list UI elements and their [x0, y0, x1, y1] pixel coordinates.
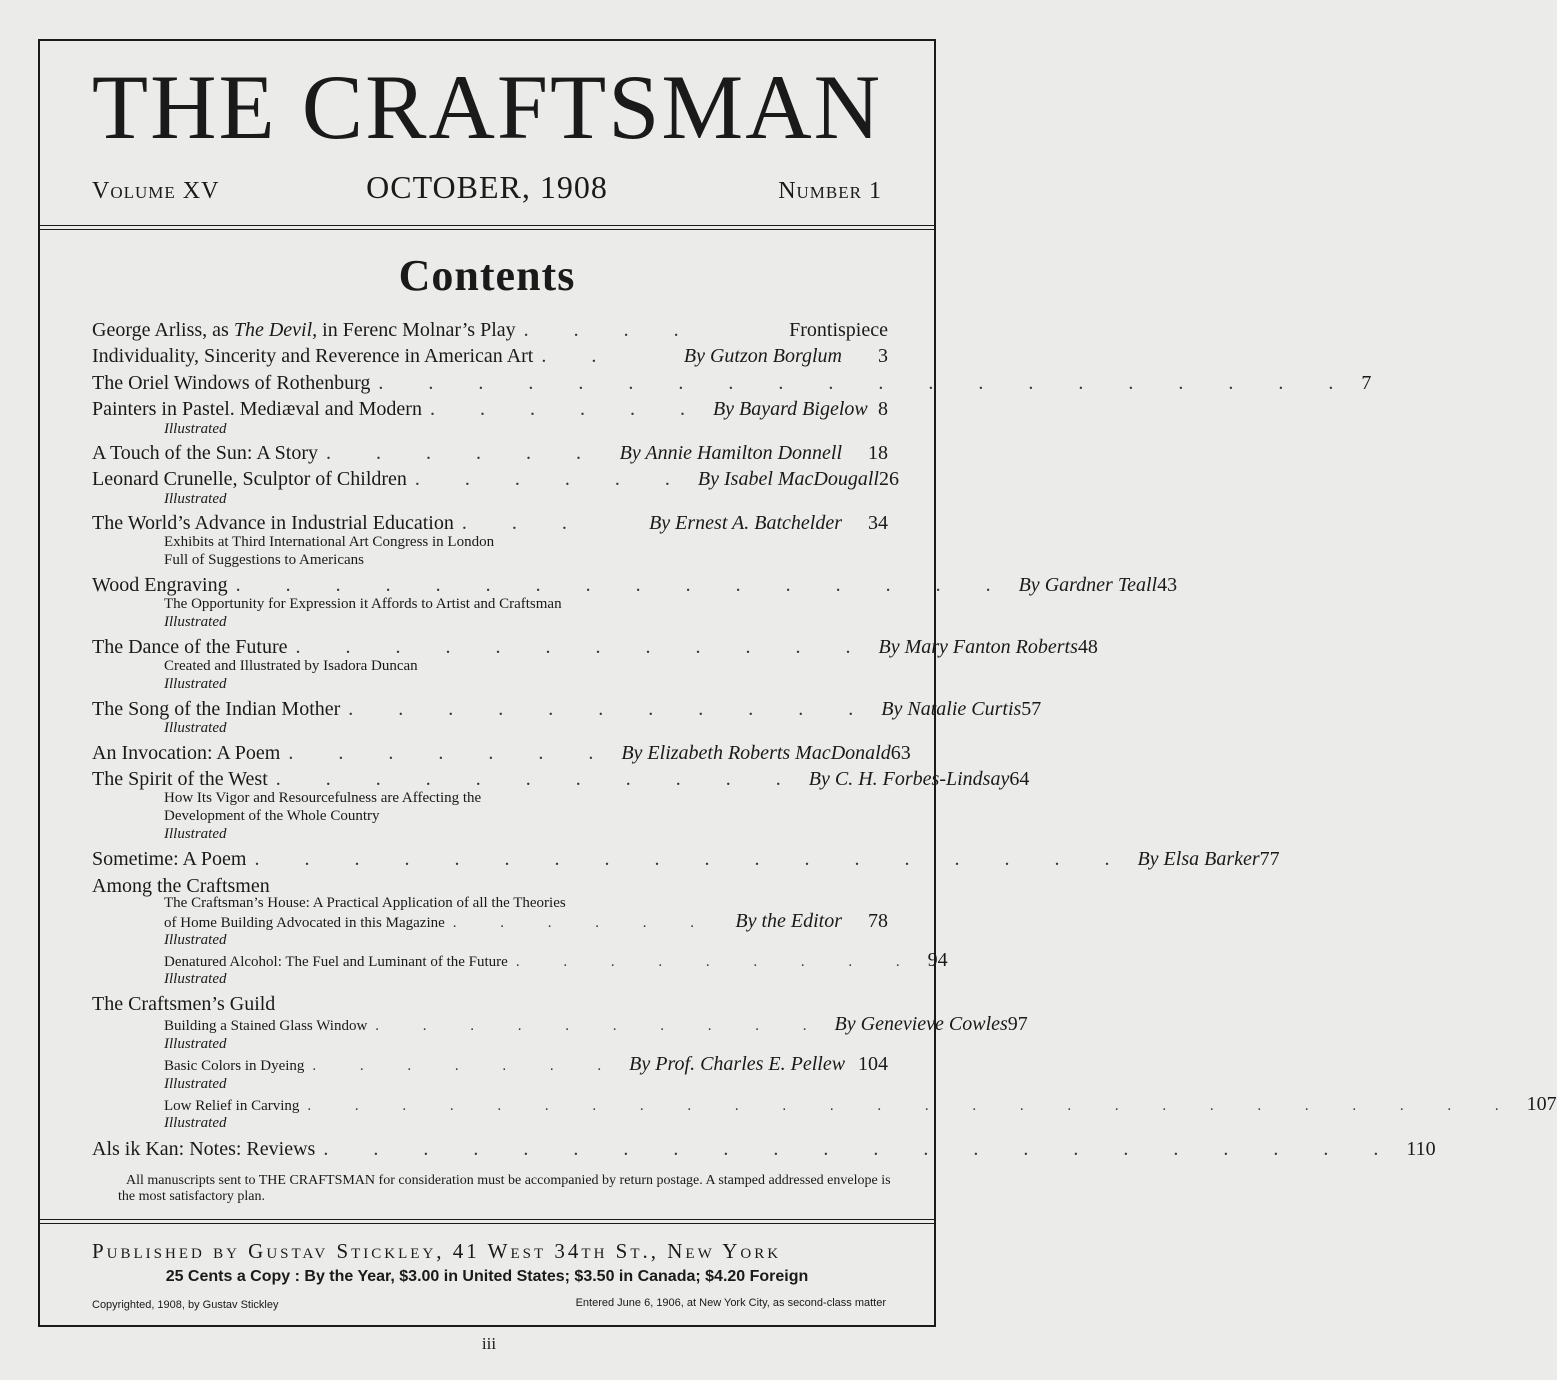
toc-entry: Individuality, Sincerity and Reverence in American Art . . By Gutzon Borglum 3: [92, 345, 888, 367]
toc-author: By Bayard Bigelow: [712, 398, 868, 420]
toc-entry: A Touch of the Sun: A Story . . . . . . By Annie Hamilton Donnell 18: [92, 442, 888, 464]
masthead-rule: [40, 229, 934, 230]
toc-page: 34: [868, 512, 888, 534]
toc-subtitle: How Its Vigor and Resourcefulness are Affecting the: [164, 790, 482, 806]
toc-page: 57: [1021, 698, 1042, 720]
toc-subtitle: The Craftsman’s House: A Practical Application of all the Theories: [164, 895, 566, 911]
toc-page: Frontispiece: [789, 319, 888, 341]
toc-subtitle: Full of Suggestions to Americans: [164, 552, 364, 568]
toc-author: By Elizabeth Roberts MacDonald: [621, 742, 891, 764]
toc-author: By Gardner Teall: [1018, 574, 1158, 596]
toc-section-heading: The Craftsmen’s Guild: [92, 993, 276, 1015]
toc-author: By Gutzon Borglum: [683, 345, 842, 367]
toc-page: 48: [1077, 636, 1098, 658]
toc-author: By Ernest A. Batchelder: [649, 512, 842, 534]
toc-subtitle: Illustrated: [164, 421, 227, 437]
toc-page: 3: [878, 345, 888, 367]
toc-page: 64: [1009, 768, 1030, 790]
toc-page: 97: [1007, 1013, 1028, 1035]
toc-subtitle: Illustrated: [164, 676, 227, 692]
toc-subtitle: Illustrated: [164, 1115, 227, 1131]
toc-subtitle: Illustrated: [164, 1076, 227, 1092]
toc-entry: The Spirit of the West . . . . . . . . . . . By C. H. Forbes-Lindsay 64: [92, 768, 1030, 790]
toc-page: 77: [1259, 848, 1280, 870]
footer-rule: [40, 1219, 934, 1220]
issue-date: OCTOBER, 1908: [366, 169, 608, 205]
toc-entry: George Arliss, as The Devil, in Ferenc Molnar’s Play . . . . Frontispiece: [92, 319, 888, 341]
toc-page: 110: [1406, 1138, 1436, 1160]
entry-line: Entered June 6, 1906, at New York City, as second-class matter: [575, 1297, 886, 1309]
price-line: 25 Cents a Copy : By the Year, $3.00 in United States; $3.50 in Canada; $4.20 Foreign: [165, 1268, 809, 1285]
toc-page: 63: [890, 742, 911, 764]
toc-page: 18: [868, 442, 888, 464]
toc-subtitle: Illustrated: [164, 971, 227, 987]
toc-page: 107: [1526, 1093, 1557, 1115]
toc-author: By Mary Fanton Roberts: [878, 636, 1078, 658]
toc-subentry: of Home Building Advocated in this Magazine . . . . . . By the Editor 78: [164, 910, 888, 932]
toc-subentry: Building a Stained Glass Window . . . . . . . . . . By Genevieve Cowles 97: [164, 1013, 1028, 1035]
toc-entry: The Oriel Windows of Rothenburg . . . . . . . . . . . . . . . . . . . . 7: [92, 372, 1372, 394]
toc-entry: The World’s Advance in Industrial Education . . . By Ernest A. Batchelder 34: [92, 512, 888, 534]
page-frame: [38, 39, 1557, 1327]
toc-author: By Natalie Curtis: [881, 698, 1022, 720]
toc-author: By Elsa Barker: [1137, 848, 1260, 870]
toc-author: By Genevieve Cowles: [834, 1013, 1008, 1035]
toc-subtitle: Development of the Whole Country: [164, 808, 380, 824]
toc-author: By the Editor: [735, 910, 842, 932]
toc-author: By Isabel MacDougall: [697, 468, 879, 490]
toc-entry: Leonard Crunelle, Sculptor of Children . . . . . . By Isabel MacDougall 26: [92, 468, 899, 490]
toc-subtitle: Illustrated: [164, 826, 227, 842]
toc-entry: The Dance of the Future . . . . . . . . . . . . By Mary Fanton Roberts 48: [92, 636, 1098, 658]
masthead: [40, 41, 934, 226]
toc-subentry: Low Relief in Carving . . . . . . . . . . . . . . . . . . . . . . . . . . 107: [164, 1093, 1557, 1115]
toc-entry: Painters in Pastel. Mediæval and Modern . . . . . . By Bayard Bigelow 8: [92, 398, 888, 420]
toc-subtitle: Illustrated: [164, 1036, 227, 1052]
toc-author: By Annie Hamilton Donnell: [619, 442, 842, 464]
toc-page: 8: [878, 398, 888, 420]
toc-subtitle: Created and Illustrated by Isadora Duncan: [164, 658, 418, 674]
toc-author: By C. H. Forbes-Lindsay: [808, 768, 1010, 790]
toc-entry: An Invocation: A Poem . . . . . . . By Elizabeth Roberts MacDonald 63: [92, 742, 911, 764]
volume-label: Volume XV: [92, 178, 220, 204]
toc-subtitle: Illustrated: [164, 614, 227, 630]
toc-entry: The Song of the Indian Mother . . . . . . . . . . . By Natalie Curtis 57: [92, 698, 1042, 720]
toc-section-heading: Among the Craftsmen: [92, 875, 270, 897]
toc-page: 43: [1157, 574, 1178, 596]
toc-subtitle: Illustrated: [164, 932, 227, 948]
toc-page: 7: [1361, 372, 1372, 394]
toc-page: 104: [858, 1053, 888, 1075]
publisher-line: Published by Gustav Stickley, 41 West 34th St., New York: [92, 1239, 782, 1263]
toc-entry: Als ik Kan: Notes: Reviews . . . . . . . . . . . . . . . . . . . . . . 110: [92, 1138, 1436, 1160]
copyright-line: Copyrighted, 1908, by Gustav Stickley: [92, 1299, 279, 1311]
toc-subentry: Basic Colors in Dyeing . . . . . . . By Prof. Charles E. Pellew 104: [164, 1053, 888, 1075]
toc-subentry: Denatured Alcohol: The Fuel and Luminant of the Future . . . . . . . . . 94: [164, 949, 948, 971]
manuscript-note: All manuscripts sent to THE CRAFTSMAN for consideration must be accompanied by return postage. A stamped addressed envelope is the most satisfactory plan.: [118, 1173, 891, 1204]
page-number: iii: [481, 1334, 497, 1353]
issue-number: Number 1: [778, 178, 882, 204]
toc-author: By Prof. Charles E. Pellew: [629, 1053, 846, 1075]
toc-subtitle: Exhibits at Third International Art Congress in London: [164, 534, 495, 550]
contents-heading: Contents: [398, 251, 576, 300]
toc-subtitle: Illustrated: [164, 720, 227, 736]
toc-page: 78: [868, 910, 888, 932]
toc-subtitle: Illustrated: [164, 491, 227, 507]
toc-subtitle: The Opportunity for Expression it Affords to Artist and Craftsman: [164, 596, 562, 612]
magazine-title: THE CRAFTSMAN: [91, 56, 883, 158]
toc-entry: Wood Engraving . . . . . . . . . . . . . . . . By Gardner Teall 43: [92, 574, 1178, 596]
toc-entry: Sometime: A Poem . . . . . . . . . . . . . . . . . . By Elsa Barker 77: [92, 848, 1280, 870]
toc-page: 94: [927, 949, 948, 971]
toc-page: 26: [879, 468, 899, 490]
footer-rule: [40, 1223, 934, 1224]
